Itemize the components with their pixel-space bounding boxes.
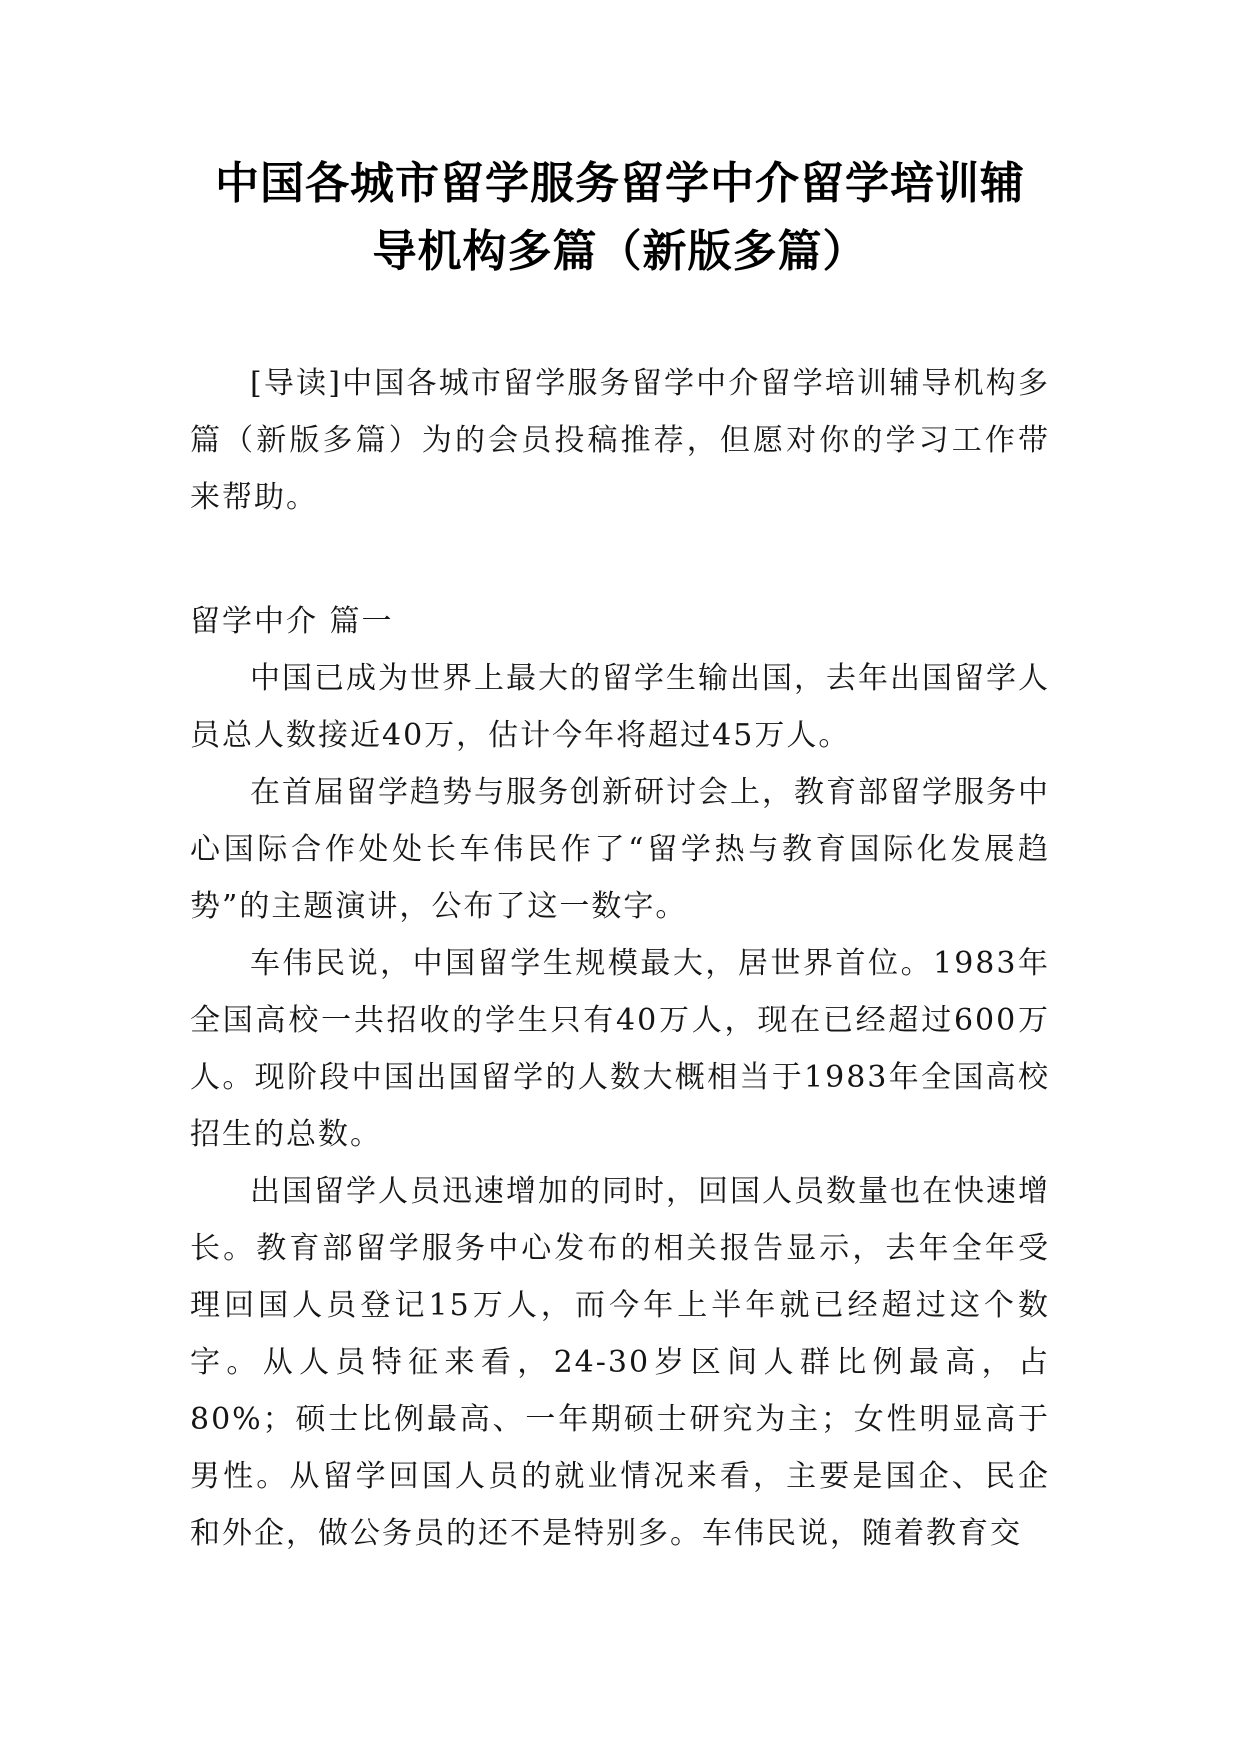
body-paragraph-2: 在首届留学趋势与服务创新研讨会上，教育部留学服务中心国际合作处处长车伟民作了“留学热与教育国际化发展趋势”的主题演讲，公布了这一数字。 xyxy=(190,775,1050,924)
document-body xyxy=(190,355,1050,1562)
intro-paragraph: [导读]中国各城市留学服务留学中介留学培训辅导机构多篇（新版多篇）为的会员投稿推荐，但愿对你的学习工作带来帮助。 xyxy=(190,366,1050,515)
document-title xyxy=(190,150,1050,286)
title-line-2: 导机构多篇（新版多篇） xyxy=(372,226,868,277)
title-line-1: 中国各城市留学服务留学中介留学培训辅 xyxy=(215,158,1025,209)
body-paragraph-3: 车伟民说，中国留学生规模最大，居世界首位。1983年全国高校一共招收的学生只有40万人，现在已经超过600万人。现阶段中国出国留学的人数大概相当于1983年全国高校招生的总数。 xyxy=(190,946,1050,1152)
section-heading: 留学中介 篇一 xyxy=(190,604,394,639)
body-paragraph-4: 出国留学人员迅速增加的同时，回国人员数量也在快速增长。教育部留学服务中心发布的相关报告显示，去年全年受理回国人员登记15万人，而今年上半年就已经超过这个数字。从人员特征来看，24-30岁区间人群比例最高，占80%；硕士比例最高、一年期硕士研究为主；女性明显高于男性。从留学回国人员的就业情况来看，主要是国企、民企和外企，做公务员的还不是特别多。车伟民说，随着教育交 xyxy=(190,1174,1050,1551)
body-paragraph-1: 中国已成为世界上最大的留学生输出国，去年出国留学人员总人数接近40万，估计今年将超过45万人。 xyxy=(190,661,1050,753)
